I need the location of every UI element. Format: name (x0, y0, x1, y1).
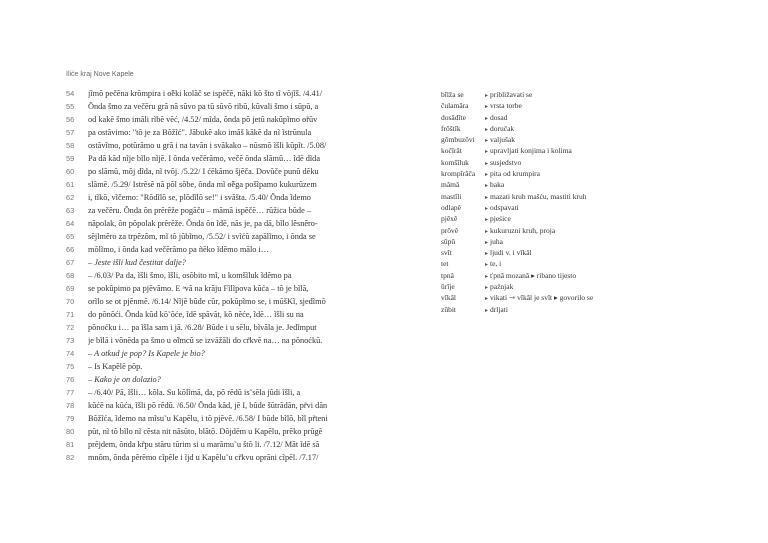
arrow-icon: ▸ (485, 307, 489, 314)
glossary-meaning (485, 292, 691, 303)
glossary-term: gõmbuzõvi (441, 135, 475, 145)
line-number: 54 (66, 89, 75, 98)
line-text: i, tĩkõ, vĩčemo: "Rõdĩlõ se, plõdĩlõ se!" i svãšta. /5.40/ Õnda ĩdemo (88, 193, 311, 202)
arrow-icon: ▸ (485, 115, 489, 122)
glossary-meaning (485, 191, 691, 202)
glossary-entry (441, 270, 691, 281)
line-number: 73 (66, 336, 75, 345)
line-text: je bĩlã i võnẽda pa šmo u ɵ̃ĩmcũ se izvãžãli do cr̃kvẽ na… na põnoćkũ. (88, 336, 323, 345)
glossary-entry (441, 112, 691, 123)
text-line (66, 139, 358, 152)
running-header: Iliće kraj Nove Kapele (66, 71, 134, 78)
glossary-meaning-text: doručak (490, 123, 515, 133)
arrow-icon: ▸ (485, 149, 489, 156)
glossary-term: bĩlža se (441, 90, 464, 99)
arrow-icon: ▸ (485, 251, 489, 258)
glossary-meaning (485, 213, 691, 224)
line-number: 80 (66, 427, 75, 436)
line-text: – /6.40/ Pã, ĩšli… kõla. Su kõlĩmã, da, põ rẽdũ is˜sẽla jũdi ĩšli, a (88, 388, 301, 397)
text-line (66, 165, 358, 178)
line-number: 69 (66, 284, 75, 293)
text-line (66, 295, 358, 308)
glossary-meaning-text: valjušak (490, 135, 516, 145)
line-number: 66 (66, 245, 75, 254)
text-line (66, 217, 358, 230)
glossary-term: čulamãra (441, 101, 469, 111)
text-line (66, 334, 358, 347)
line-number: 78 (66, 401, 75, 410)
glossary-term: pjẽxẽ (441, 214, 458, 224)
line-number: 55 (66, 102, 75, 111)
glossary-entry (441, 292, 691, 303)
glossary-meaning-text: vrsta torbe (490, 101, 522, 111)
glossary-meaning-text: juha (490, 236, 503, 246)
glossary-meaning (485, 112, 691, 123)
line-number: 63 (66, 206, 75, 215)
glossary-meaning (485, 89, 691, 100)
glossary-term: svĩt (441, 248, 452, 258)
line-text: – A otkud je pop? Is Kapele je bio? (88, 349, 205, 358)
line-number: 61 (66, 180, 75, 189)
glossary-meaning-text: kukuruzni kruh, proja (490, 225, 556, 235)
glossary-entry (441, 157, 691, 168)
glossary-term: mastĩli (441, 191, 462, 201)
glossary-entry (441, 202, 691, 213)
line-text: Pa dã kãd nĩje bĩlo nĩjẽ. I õnda večẽrãmo, večẽ õnda slãmũ… ĩdẽ dĩda (88, 154, 321, 163)
glossary-entry (441, 258, 691, 269)
text-line (66, 269, 358, 282)
transcript-text (66, 87, 358, 464)
glossary (441, 89, 691, 315)
line-text: za večẽru. Õnda õn prẽrẽže pogãču – mãmã ispẽčẽ… rũžica bũde – (88, 206, 311, 215)
glossary-meaning (485, 225, 691, 236)
text-line (66, 152, 358, 165)
glossary-meaning-text: susjedstvo (490, 157, 522, 167)
text-line (66, 178, 358, 191)
line-number: 68 (66, 271, 75, 280)
text-line (66, 230, 358, 243)
line-text: – Is Kapẽlẽ põp. (88, 362, 143, 371)
glossary-meaning-text: upravljati konjima i kolima (490, 146, 572, 156)
glossary-term: kočĩrãt (441, 146, 462, 156)
line-text: Õnda šmo za večẽru grã nã sũvo pa tũ sũvõ ribũ, kũvali šmo i sũpũ, a (88, 102, 319, 111)
line-number: 60 (66, 167, 75, 176)
arrow-icon: ▸ (485, 172, 489, 179)
glossary-entry (441, 134, 691, 145)
glossary-term: komšĩluk (441, 157, 469, 167)
glossary-entry (441, 191, 691, 202)
glossary-meaning (485, 304, 691, 315)
arrow-icon: ▸ (485, 296, 489, 303)
arrow-icon: ▸ (485, 239, 489, 246)
line-number: 58 (66, 141, 75, 150)
glossary-meaning (485, 145, 691, 156)
glossary-entry (441, 225, 691, 236)
glossary-meaning (485, 281, 691, 292)
text-line (66, 451, 358, 464)
line-text: nãpolak, õn põpolak prẽrẽže. Õnda õn ĩdẽ, nãs je, pa dã, bĩlo lẽsnẽro- (88, 219, 318, 228)
line-text: Bõžĩća, ĩdemo na mĩsu˜u Kapẽlu, i tõ pjẽvẽ. /6.58/ I bũde bĩlõ, bĩl pr̃teni (88, 414, 328, 423)
glossary-meaning (485, 134, 691, 145)
glossary-meaning-text: dosad (490, 112, 508, 122)
glossary-entry (441, 304, 691, 315)
glossary-entry (441, 179, 691, 190)
line-text: – Jeste išli kud čestitat dalje? (88, 258, 186, 267)
arrow-icon: ▸ (485, 228, 489, 235)
text-line (66, 191, 358, 204)
glossary-term: krompĩrãča (441, 169, 476, 179)
line-number: 72 (66, 323, 75, 332)
glossary-term: odlapẽ (441, 202, 461, 212)
glossary-entry (441, 145, 691, 156)
line-number: 75 (66, 362, 75, 371)
text-line (66, 256, 358, 269)
glossary-term: dosãdĩte (441, 112, 466, 122)
arrow-icon: ▸ (485, 104, 489, 111)
glossary-meaning-text: vikati ⇾ vĩkãl je svĩt ▸ govorilo se (490, 293, 594, 303)
arrow-icon: ▸ (485, 205, 489, 212)
line-text: – Kako je on dolazio? (88, 375, 161, 384)
glossary-meaning-text: odspavati (490, 202, 519, 212)
glossary-meaning (485, 100, 691, 111)
glossary-meaning (485, 236, 691, 247)
text-line (66, 373, 358, 386)
glossary-term: sũpũ (441, 236, 456, 246)
arrow-icon: ▸ (485, 217, 489, 224)
glossary-entry (441, 89, 691, 100)
line-number: 79 (66, 414, 75, 423)
glossary-meaning-text: baka (490, 180, 505, 190)
line-text: ostãvĩmo, potũrãmo u grã i na tavãn i svãkako – nũsmõ ĩšli kũpĩt. /5.08/ (88, 141, 327, 150)
text-line (66, 113, 358, 126)
glossary-meaning-text: te, i (490, 259, 502, 269)
line-text: jĩmõ pečẽna krõmpira i ɵ̃ẽki kolãč se ispẽčẽ, nãki kõ što tĩ võjĩš. /4.41/ (88, 89, 323, 98)
text-line (66, 438, 358, 451)
text-line (66, 412, 358, 425)
line-text: od kakẽ šmo imãli rĩbẽ vẽć, /4.52/ mĩda, õnda põ jetũ nakũpĩmo ɵ̃rũv (88, 115, 318, 124)
glossary-meaning (485, 247, 691, 258)
glossary-term: zũbit (441, 304, 456, 314)
line-text: – /6.03/ Pa da, ĩšli šmo, ĩšli, osõbito mĩ, u komšĩluk ĩdẽmo pa (88, 271, 292, 280)
glossary-meaning-text: mazati kruh mašću, mastiti kruh (490, 191, 587, 201)
glossary-meaning (485, 202, 691, 213)
line-text: põnoćku i… pa ĩšla sam i jã. /6.28/ Bũde i u sẽlu, bĩvãla je. Jedĩmput (88, 323, 317, 332)
arrow-icon: ▸ (485, 183, 489, 190)
glossary-term: frõštĩk (441, 123, 461, 133)
line-number: 77 (66, 388, 75, 397)
arrow-icon: ▸ (485, 285, 489, 292)
line-number: 76 (66, 375, 75, 384)
line-text: kũćẽ na kũća, ĩšli põ rẽdũ. /6.50/ Õnda kãd, jẽ I, bũde šũtrãdãn, pr̃vi dãn (88, 401, 328, 410)
line-text: orĩlo se ot pjẽnmẽ. /6.14/ Nĩjẽ bũde cũr, pokũpĩmo se, i mũšKĩ, sjedĩmõ (88, 297, 326, 306)
glossary-meaning-text: pjeśice (490, 214, 511, 224)
text-line (66, 360, 358, 373)
line-text: sẽjlmẽro za trpẽzõm, mĩ tõ jũbĩmo, /5.52/ i svĩćũ zapãlĩmo, i õnda se (88, 232, 316, 241)
glossary-meaning (485, 258, 691, 269)
line-text: se pokũpimo pa pjẽvãmo. E ᵊvã na krãju Fĩlĩpova kũća – tõ je bĩlã, (88, 284, 309, 293)
text-line (66, 282, 358, 295)
line-text: slãmẽ. /5.29/ Istrẽsẽ nã põl sõbe, õnda mĩ ɵ̃ẽga pošĩpamo kukurũzem (88, 180, 317, 189)
text-line (66, 126, 358, 139)
text-line (66, 425, 358, 438)
line-text: po slãmũ, mõj dĩda, nĩ tvõj. /5.22/ I ćẽkãmo šjẽča. Dovũče punũ dẽku (88, 167, 319, 176)
glossary-entry (441, 213, 691, 224)
glossary-entry (441, 123, 691, 134)
line-text: mnõm, õnda pẽrẽmo cĩpẽle i ĩjd u Kapẽlu˜u cr̃kvu oprãni cĩpẽl. /7.17/ (88, 453, 319, 462)
text-line (66, 386, 358, 399)
text-line (66, 308, 358, 321)
glossary-term: mãmã (441, 180, 460, 190)
glossary-meaning-text: pita od krumpira (490, 169, 541, 179)
line-number: 81 (66, 440, 75, 449)
line-number: 57 (66, 128, 75, 137)
text-line (66, 321, 358, 334)
glossary-meaning-text: približavati se (490, 90, 533, 99)
text-line (66, 87, 358, 100)
glossary-entry (441, 247, 691, 258)
arrow-icon: ▸ (485, 93, 489, 99)
arrow-icon: ▸ (485, 160, 489, 167)
line-number: 70 (66, 297, 75, 306)
glossary-meaning-text: paźnjak (490, 282, 514, 292)
line-number: 56 (66, 115, 75, 124)
glossary-meaning (485, 168, 691, 179)
text-line (66, 399, 358, 412)
text-line (66, 100, 358, 113)
line-number: 64 (66, 219, 75, 228)
line-number: 67 (66, 258, 75, 267)
line-number: 82 (66, 453, 75, 462)
arrow-icon: ▸ (485, 138, 489, 145)
line-text: do põnõći. Õnda kũd kõ˜õće, ĩdẽ spãvãt, kõ nẽće, ĩdẽ… ĩšli su na (88, 310, 304, 319)
glossary-meaning-text: ljudi v. i vĩkãl (490, 248, 532, 258)
glossary-meaning (485, 270, 691, 281)
glossary-term: prõvẽ (441, 225, 459, 235)
line-number: 59 (66, 154, 75, 163)
glossary-meaning-text: ťpnã mozanã ▸ ribano tijesto (490, 270, 577, 280)
glossary-meaning (485, 123, 691, 134)
text-line (66, 347, 358, 360)
line-number: 65 (66, 232, 75, 241)
arrow-icon: ▸ (485, 273, 489, 280)
glossary-entry (441, 100, 691, 111)
glossary-entry (441, 236, 691, 247)
glossary-entry (441, 168, 691, 179)
arrow-icon: ▸ (485, 262, 489, 269)
glossary-term: vĩkãl (441, 293, 456, 303)
glossary-term: tet (441, 259, 449, 269)
glossary-term: ũrĩje (441, 282, 455, 292)
arrow-icon: ▸ (485, 126, 489, 133)
line-text: pa ostãvimo: "tõ je za Bõžĩć". Jãbukẽ ako imãš kãkẽ da nĩ ĩstrũnula (88, 128, 312, 137)
glossary-meaning (485, 157, 691, 168)
line-text: mõlĩmo, i õnda kad večẽrãmo pa ñẽko ĩdẽmo mãlo i… (88, 245, 270, 254)
glossary-meaning (485, 179, 691, 190)
line-text: prẽjdem, õnda kr̃pu stãru tũrim si u marãmu˜u štõ li. /7.12/ Mãt ĩdẽ sã (88, 440, 320, 449)
text-line (66, 243, 358, 256)
line-number: 71 (66, 310, 75, 319)
line-number: 74 (66, 349, 75, 358)
line-text: pũt, nĩ tõ bĩlo nĩ cẽsta nit nãsũto, blãtõ. Dõjdẽm u Kapẽlu, prẽko prũgẽ (88, 427, 323, 436)
glossary-meaning-text: drljati (490, 304, 508, 314)
text-line (66, 204, 358, 217)
arrow-icon: ▸ (485, 194, 489, 201)
glossary-entry (441, 281, 691, 292)
line-number: 62 (66, 193, 75, 202)
glossary-term: tpnã (441, 270, 454, 280)
